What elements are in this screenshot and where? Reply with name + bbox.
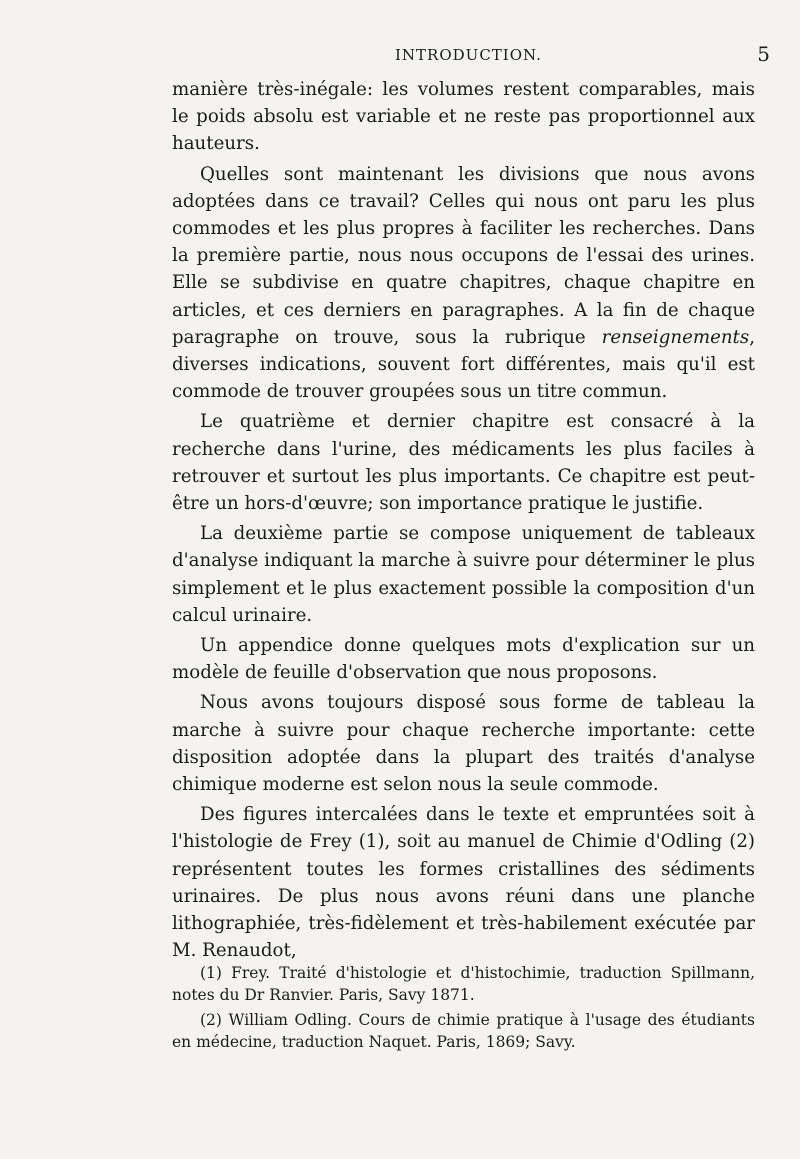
paragraph-figures: Des figures intercalées dans le texte et empruntées soit à l'histologie de Frey (1), soit au manuel de Chimie d'Odling (2) représentent toutes les formes cristallines des sédiments urinaires. De plus nous avons réuni dans une planche lithographiée, très-fidèlement et très-habilement exécutée par M. Renaudot, bbox=[172, 804, 755, 962]
page-number: 5 bbox=[757, 42, 770, 66]
paragraph-continuation: manière très-inégale: les volumes restent comparables, mais le poids absolu est variable et ne reste pas proportionnel aux hauteurs. bbox=[172, 79, 755, 155]
paragraph-appendix: Un appendice donne quelques mots d'explication sur un modèle de feuille d'observation que nous proposons. bbox=[172, 635, 755, 684]
footnote-2: (2) William Odling. Cours de chimie pratique à l'usage des étudiants en médecine, traduction Naquet. Paris, 1869; Savy. bbox=[172, 1011, 755, 1051]
paragraph-tables: Nous avons toujours disposé sous forme de tableau la marche à suivre pour chaque recherche importante: cette disposition adoptée dans la plupart des traités d'analyse chimique moderne est selon nous la seule commode. bbox=[172, 692, 755, 796]
rubric-renseignements: renseignements bbox=[601, 326, 750, 348]
paragraph-second-part: La deuxième partie se compose uniquement de tableaux d'analyse indiquant la marche à suivre pour déterminer le plus simplement et le plus exactement possible la composition d'un calcul urinaire. bbox=[172, 523, 755, 626]
footnotes bbox=[172, 963, 755, 1057]
page-header bbox=[170, 42, 770, 72]
body-text bbox=[172, 76, 755, 968]
footnote-1: (1) Frey. Traité d'histologie et d'histochimie, traduction Spillmann, notes du Dr Ranvier. Paris, Savy 1871. bbox=[172, 964, 755, 1004]
paragraph-fourth-chapter: Le quatrième et dernier chapitre est consacré à la recherche dans l'urine, des médicaments les plus faciles à retrouver et surtout les plus importants. Ce chapitre est peut-être un hors-d'œuvre; son importance pratique le justifie. bbox=[172, 411, 755, 515]
paragraph-divisions: Quelles sont maintenant les divisions que nous avons adoptées dans ce travail? Celles qui nous ont paru les plus commodes et les plus propres à faciliter les recherches. Dans la première partie, nous nous occupons de l'essai des urines. Elle se subdivise en quatre chapitres, chaque chapitre en articles, et ces derniers en paragraphes. A la fin de chaque paragraphe on trouve, sous la rubrique renseignements, diverses indications, souvent fort différentes, mais qu'il est commode de trouver groupées sous un titre commun. bbox=[172, 163, 755, 403]
running-head: INTRODUCTION. bbox=[395, 46, 542, 64]
